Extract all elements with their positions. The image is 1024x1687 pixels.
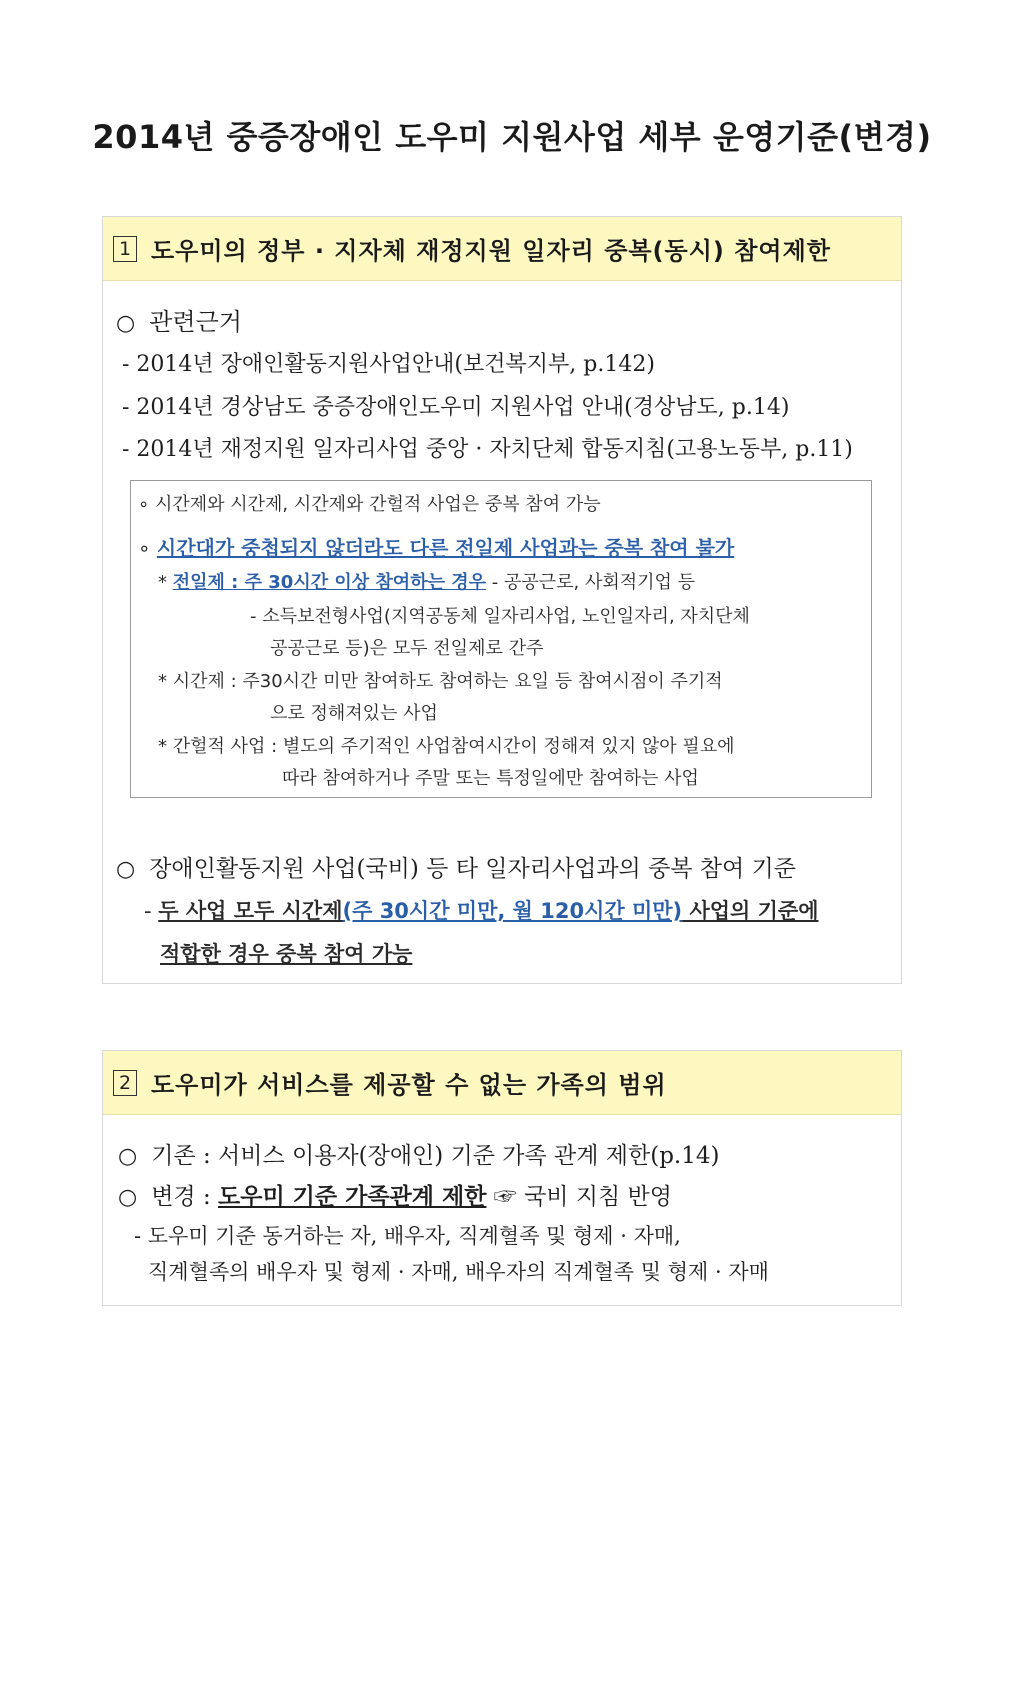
basis-item: - 2014년 장애인활동지원사업안내(보건복지부, p.142) [122, 352, 655, 377]
section-2-title: 도우미가 서비스를 제공할 수 없는 가족의 범위 [151, 1071, 667, 1099]
section-2-header [103, 1051, 901, 1115]
rule-highlight-text: 시간대가 중첩되지 않더라도 다른 전일제 사업과는 중복 참여 불가 [156, 536, 735, 560]
basis-heading [116, 302, 242, 337]
family-scope-line: - 도우미 기준 동거하는 자, 배우자, 직계혈족 및 형제 · 자매, [134, 1224, 681, 1248]
pointing-hand-icon: ☞ [493, 1184, 517, 1210]
section-1-title: 도우미의 정부 · 지자체 재정지원 일자리 중복(동시) 참여제한 [151, 237, 831, 265]
page-title: 2014년 중증장애인 도우미 지원사업 세부 운영기준(변경) [92, 118, 932, 156]
intermittent-line: * 간헐적 사업 : 별도의 주기적인 사업참여시간이 정해져 있지 않아 필요에 [158, 736, 735, 757]
circle-bullet-icon: ○ [116, 311, 136, 336]
fulltime-sub-line: - 소득보전형사업(지역공동체 일자리사업, 노인일자리, 자치단체 [250, 606, 750, 627]
basis-heading-text: 관련근거 [149, 308, 242, 336]
criteria-heading [116, 850, 796, 883]
existing-label: 기존 : [151, 1143, 211, 1169]
intermittent-line: 따라 참여하거나 주말 또는 특정일에만 참여하는 사업 [282, 768, 699, 789]
section-1-number: 1 [113, 236, 137, 262]
circle-bullet-icon: ○ [118, 1185, 138, 1210]
existing-line [118, 1137, 719, 1170]
parttime-line: * 시간제 : 주30시간 미만 참여하도 참여하는 요일 등 참여시점이 주기적 [158, 671, 723, 692]
rule-bullet: ∘ [138, 536, 157, 560]
fulltime-line [158, 568, 695, 594]
change-line [118, 1178, 672, 1211]
section-1-header [103, 217, 901, 281]
change-rest: 국비 지침 반영 [524, 1184, 672, 1210]
change-highlight: 도우미 기준 가족관계 제한 [218, 1183, 487, 1210]
dash-bullet: - [144, 899, 159, 923]
section-2-number: 2 [113, 1070, 137, 1096]
fulltime-sub-line: 공공근로 등)은 모두 전일제로 간주 [270, 638, 544, 659]
criteria-heading-text: 장애인활동지원 사업(국비) 등 타 일자리사업과의 중복 참여 기준 [149, 856, 796, 882]
basis-item: - 2014년 재정지원 일자리사업 중앙 · 자치단체 합동지침(고용노동부, p.11) [122, 437, 853, 462]
criteria-part3: 사업의 기준에 [682, 899, 819, 923]
criteria-line [144, 895, 819, 925]
family-scope-line: 직계혈족의 배우자 및 형제 · 자매, 배우자의 직계혈족 및 형제 · 자매 [148, 1260, 769, 1284]
change-label: 변경 : [151, 1184, 211, 1210]
fulltime-rest: - 공공근로, 사회적기업 등 [486, 572, 695, 593]
rule-line: ∘ 시간제와 시간제, 시간제와 간헐적 사업은 중복 참여 가능 [138, 494, 601, 515]
parttime-line: 으로 정해져있는 사업 [270, 703, 438, 724]
criteria-highlight: (주 30시간 미만, 월 120시간 미만) [342, 899, 683, 923]
rule-line-highlight [138, 532, 734, 561]
fulltime-highlight: 전일제 : 주 30시간 이상 참여하는 경우 [172, 572, 487, 593]
circle-bullet-icon: ○ [118, 1144, 138, 1169]
existing-text: 서비스 이용자(장애인) 기준 가족 관계 제한(p.14) [218, 1143, 720, 1169]
criteria-part1: 두 사업 모두 시간제 [158, 899, 343, 923]
asterisk-bullet: * [158, 572, 173, 593]
basis-item: - 2014년 경상남도 중증장애인도우미 지원사업 안내(경상남도, p.14) [122, 395, 790, 420]
criteria-line-2: 적합한 경우 중복 참여 가능 [160, 942, 413, 966]
circle-bullet-icon: ○ [116, 857, 136, 882]
